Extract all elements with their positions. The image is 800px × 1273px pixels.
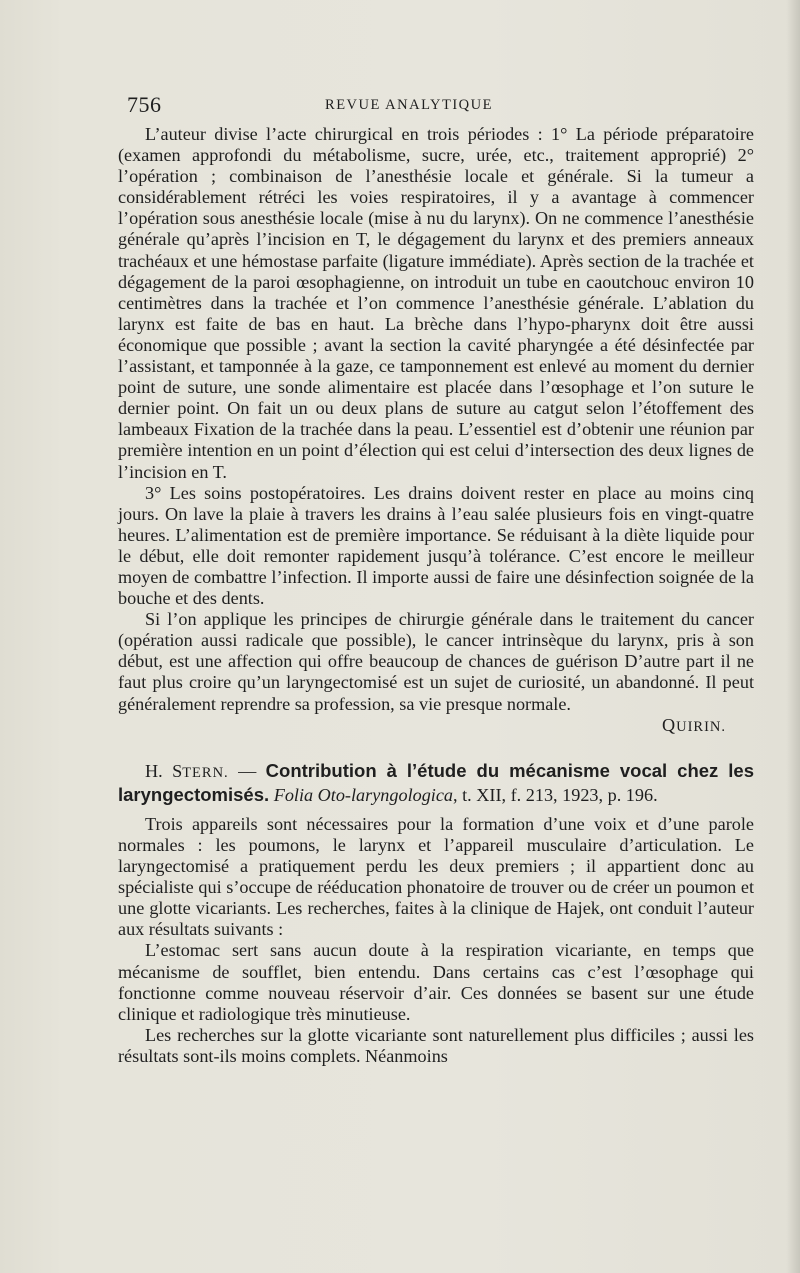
article-reference (118, 760, 754, 806)
article-title: Contribution à l’étude du mécanisme vocal chez les laryngectomisés. (118, 759, 755, 805)
body-text (118, 124, 754, 1067)
article2-body (118, 814, 754, 1067)
running-title: REVUE ANALYTIQUE (325, 97, 493, 113)
signature-initial: Q (661, 714, 677, 735)
paragraph: Trois appareils sont nécessaires pour la formation d’une voix et d’une parole normales : les poumons, le larynx et l’appareil musculaire d’articulation. Le laryngectomisé a pratiquement perdu les deux premiers ; il appartient donc au spécialiste qui s’occupe de rééducation phonatoire de trouver ou de créer un poumon et une glotte vicariants. Les recherches, faites à la clinique de Hajek, ont conduit l’auteur aux résultats suivants : (118, 813, 754, 940)
journal-name: Folia Oto-laryngologica (273, 784, 454, 805)
author-initial: H. S (145, 760, 183, 781)
author-rest: TERN. (182, 764, 229, 781)
dash: — (228, 760, 266, 781)
citation: , t. XII, f. 213, 1923, p. 196. (453, 784, 658, 805)
page-number: 756 (127, 92, 162, 117)
paragraph: Si l’on applique les principes de chirurgie générale dans le traitement du cancer (opération aussi radicale que possible), le cancer intrinsèque du larynx, pris à son début, est une affection qui offre beaucoup de chances de guérison D’autre part il ne faut plus croire qu’un laryngectomisé est un sujet de curiosité, un abandonné. Il peut généralement reprendre sa profession, sa vie presque normale. (118, 609, 754, 714)
paragraph: Les recherches sur la glotte vicariante sont naturellement plus difficiles ; aussi les résultats sont-ils moins complets. Néanmoins (118, 1024, 754, 1066)
paragraph: L’auteur divise l’acte chirurgical en trois périodes : 1° La période préparatoire (examen approfondi du métabolisme, sucre, urée, etc., traitement approprié) 2° l’opération ; combinaison de l’anesthésie locale et générale. Si la tumeur a considérablement rétréci les voies respiratoires, il y a avantage à commencer l’opération sous anesthésie locale (mise à nu du larynx). On ne commence l’anesthésie générale qu’après l’incision en T, le dégagement du larynx et des premiers anneaux trachéaux et une hémostase parfaite (ligature immédiate). Après section de la trachée et dégagement de la paroi œsophagienne, on introduit un tube en caoutchouc environ 10 centimètres dans la trachée et l’on commence l’anesthésie générale. L’ablation du larynx est faite de bas en haut. La brèche dans l’hypo-pharynx doit être aussi économique que possible ; avant la section la cavité pharyngée a été désinfectée par l’assistant, et tamponnée à la gaze, ce tamponnement est enlevé au moment du dernier point de suture, une sonde alimentaire est placée dans l’œsophage et l’on suture le dernier point. On fait un ou deux plans de suture au catgut selon l’étoffement des lambeaux Fixation de la trachée dans la peau. L’essentiel est d’obtenir une réunion par première intention en un point d’élection qui est celui d’intersection des deux lignes de l’incision en T. (118, 124, 754, 482)
page-edge-shadow (786, 0, 800, 1273)
paragraph: 3° Les soins postopératoires. Les drains doivent rester en place au moins cinq jours. On lave la plaie à travers les drains à l’eau salée plusieurs fois en vingt-quatre heures. L’alimentation est de première importance. Se réduisant à la diète liquide pour le début, elle doit remonter rapidement jusqu’à tolérance. C’est encore le meilleur moyen de combattre l’infection. Il importe aussi de faire une désinfection soignée de la bouche et des dents. (118, 482, 754, 609)
paragraph: L’estomac sert sans aucun doute à la respiration vicariante, en temps que mécanisme de soufflet, bien entendu. Dans certains cas c’est l’œsophage qui fonctionne comme nouveau réservoir d’air. Ces données se basent sur une étude clinique et radiologique très minutieuse. (118, 940, 754, 1024)
signature-rest: UIRIN. (676, 718, 726, 735)
reviewer-signature (118, 715, 754, 738)
